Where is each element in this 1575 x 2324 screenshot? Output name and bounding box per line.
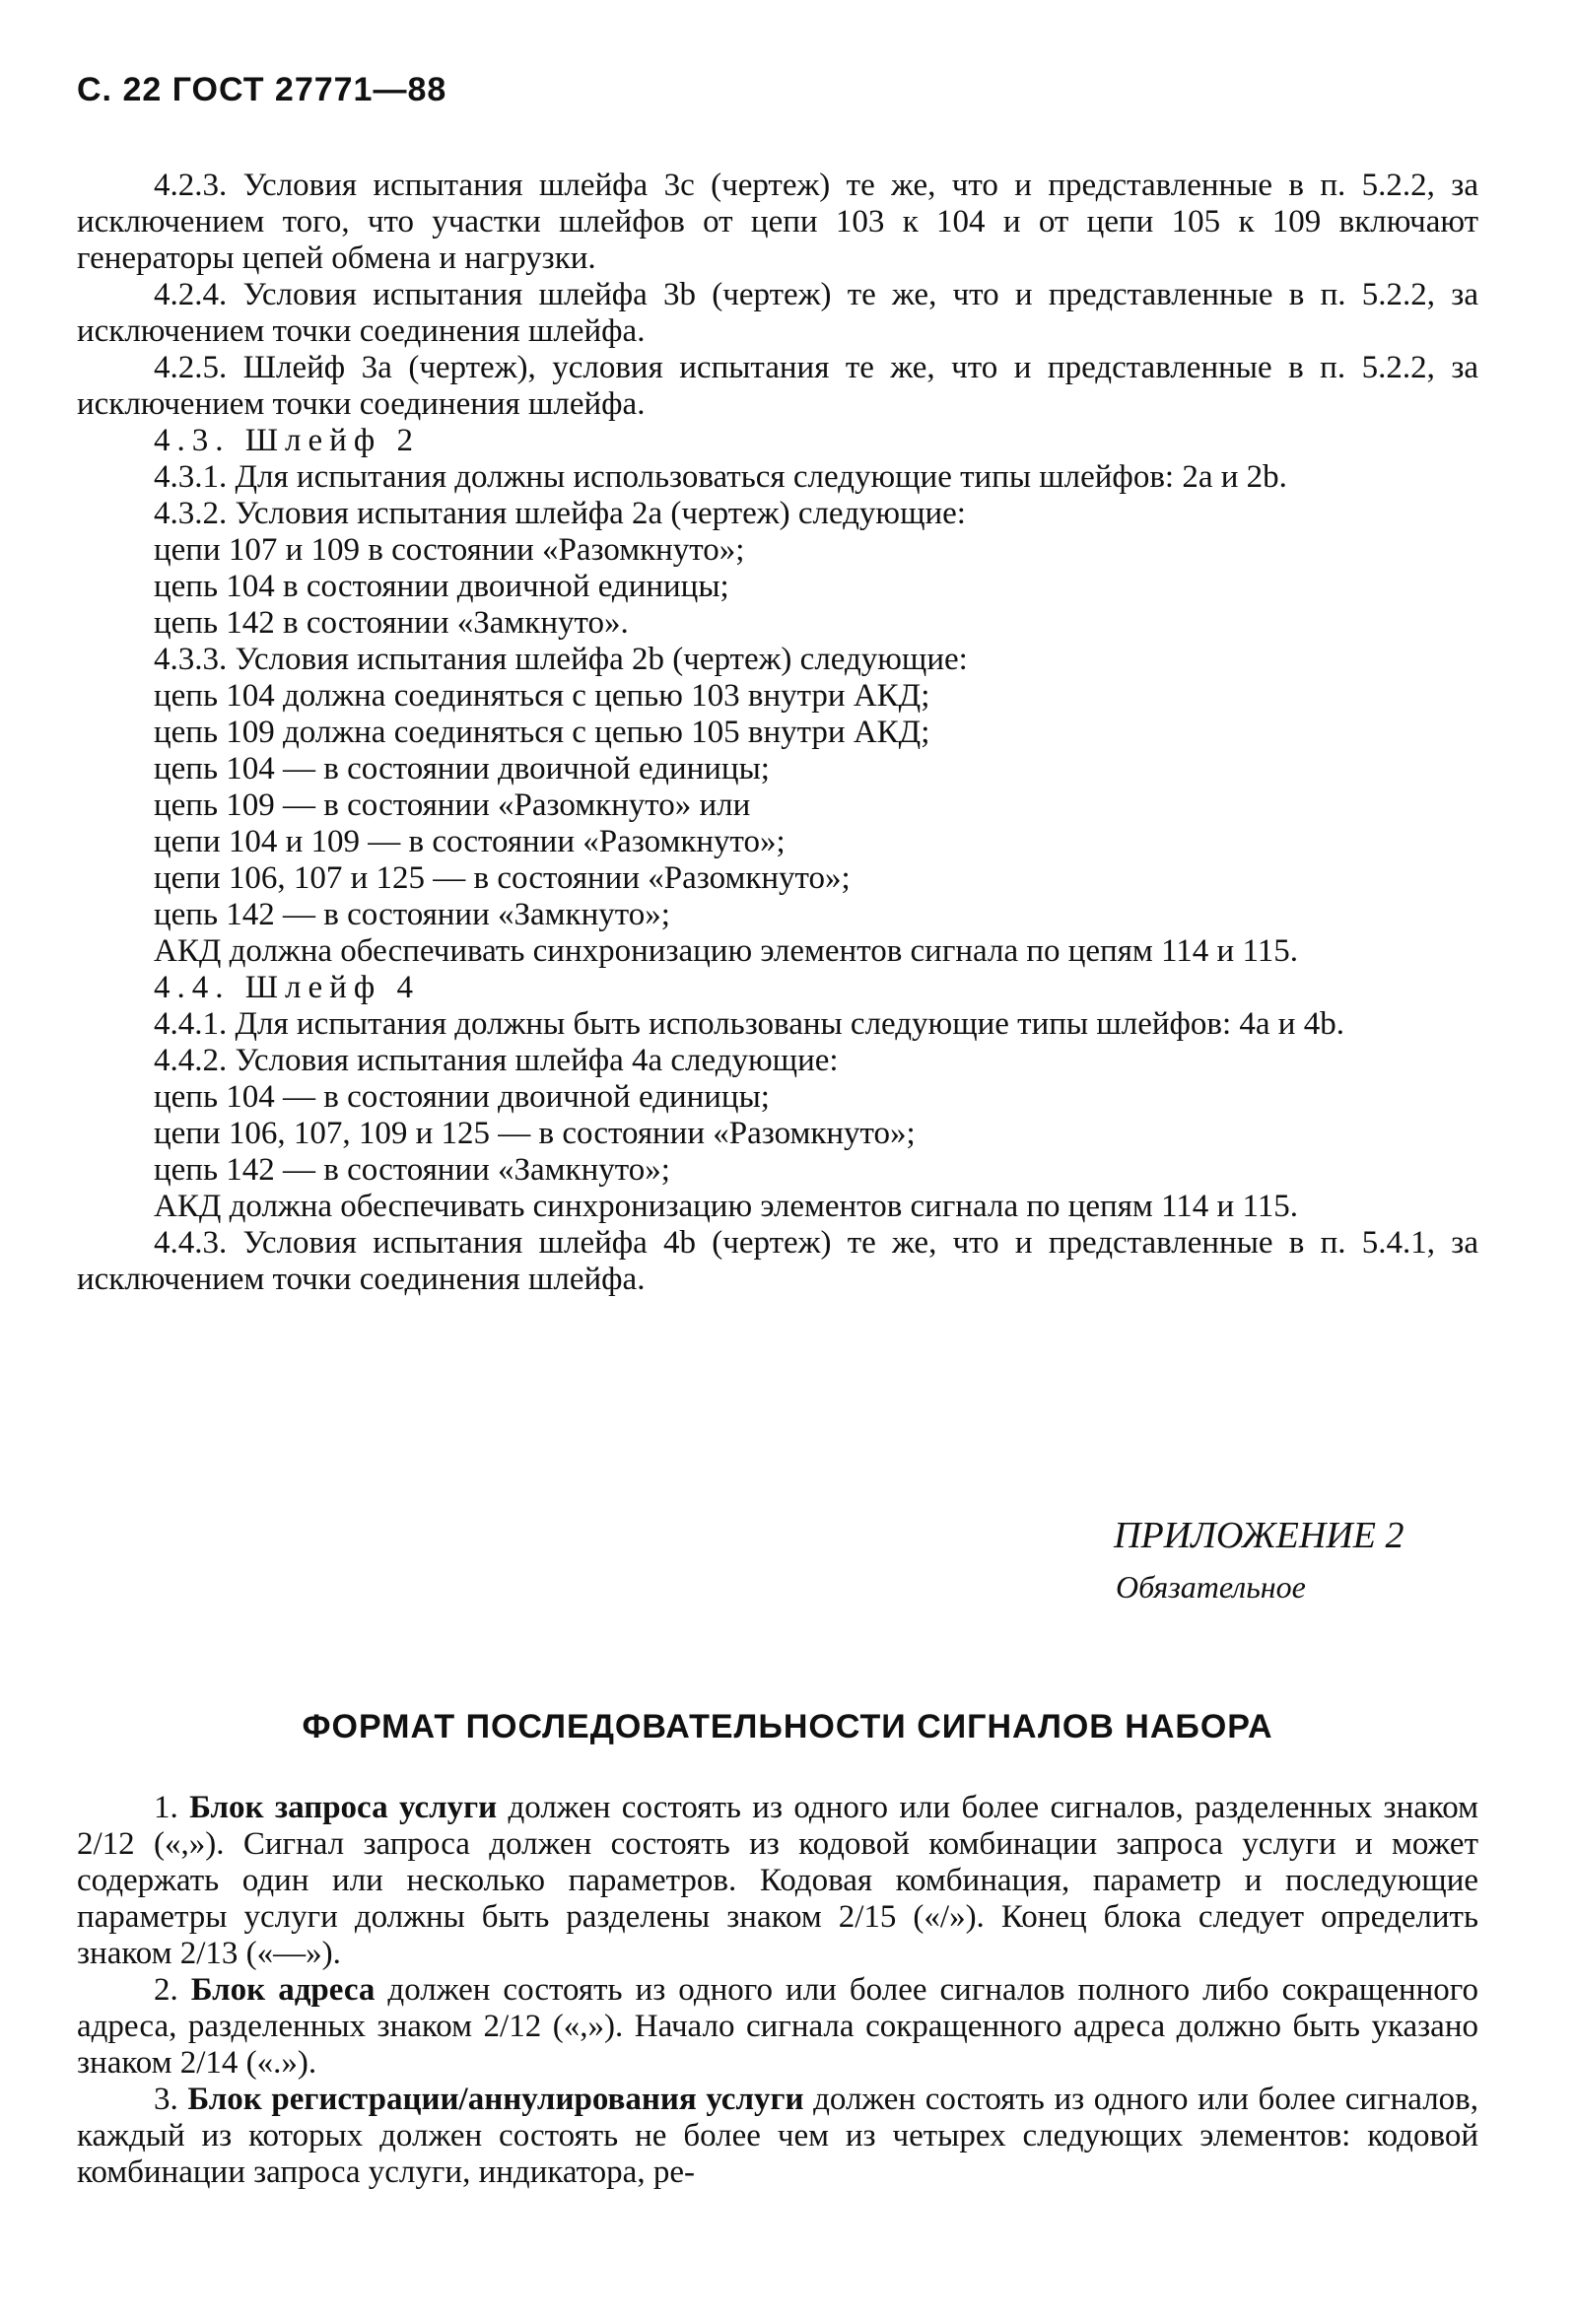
list-item: цепь 104 в состоянии двоичной единицы; — [154, 569, 729, 604]
paragraph-body: должен состоять из одного или более сигналов, каждый из которых должен состоять не более чем из четырех следующих элементов: кодовой комбинации запроса услуги, индикатора, ре- — [77, 2082, 1479, 2190]
list-item: цепь 104 — в состоянии двоичной единицы; — [154, 751, 770, 786]
appendix-label: ПРИЛОЖЕНИЕ 2 — [1114, 1515, 1404, 1556]
paragraph: 4.3.3. Условия испытания шлейфа 2b (чертеж) следующие: — [154, 642, 968, 677]
section-4-text — [77, 168, 1478, 1298]
paragraph: 4.2.3. Условия испытания шлейфа 3с (чертеж) те же, что и представленные в п. 5.2.2, за исключением того, что участки шлейфов от цепи 103 к 104 и от цепи 105 к 109 включают генераторы цепей обмена и нагрузки. — [77, 168, 1478, 276]
page-header: С. 22 ГОСТ 27771—88 — [77, 71, 447, 108]
appendix-status: Обязательное — [1116, 1569, 1306, 1605]
paragraph: 4.2.5. Шлейф 3а (чертеж), условия испытания те же, что и представленные в п. 5.2.2, за исключением точки соединения шлейфа. — [77, 350, 1478, 422]
paragraph-term: Блок адреса — [190, 1972, 376, 2008]
list-item: цепь 109 — в состоянии «Разомкнуто» или — [154, 787, 751, 823]
appendix-paragraph — [77, 1790, 1478, 1972]
list-item: цепь 142 — в состоянии «Замкнуто»; — [154, 1152, 670, 1188]
section-heading: 4.4. Шлейф 4 — [154, 970, 420, 1005]
appendix-label-block — [1114, 1510, 1404, 1612]
list-item: цепи 104 и 109 — в состоянии «Разомкнуто»; — [154, 824, 786, 859]
paragraph: 4.3.1. Для испытания должны использоваться следующие типы шлейфов: 2а и 2b. — [154, 459, 1287, 495]
paragraph: 4.4.3. Условия испытания шлейфа 4b (чертеж) те же, что и представленные в п. 5.4.1, за исключением точки соединения шлейфа. — [77, 1225, 1478, 1297]
paragraph-number: 1. — [154, 1790, 178, 1825]
list-item: цепь 142 — в состоянии «Замкнуто»; — [154, 897, 670, 932]
appendix-title: ФОРМАТ ПОСЛЕДОВАТЕЛЬНОСТИ СИГНАЛОВ НАБОРА — [302, 1708, 1273, 1745]
list-item: цепи 106, 107, 109 и 125 — в состоянии «Разомкнуто»; — [154, 1116, 916, 1151]
list-item: цепь 109 должна соединяться с цепью 105 внутри АКД; — [154, 715, 930, 750]
list-item: цепь 104 должна соединяться с цепью 103 внутри АКД; — [154, 678, 930, 714]
list-item: цепь 142 в состоянии «Замкнуто». — [154, 605, 629, 641]
paragraph: 4.4.2. Условия испытания шлейфа 4а следующие: — [154, 1043, 839, 1078]
paragraph: 4.3.2. Условия испытания шлейфа 2а (чертеж) следующие: — [154, 496, 966, 531]
paragraph-number: 2. — [154, 1972, 178, 2008]
list-item: цепи 107 и 109 в состоянии «Разомкнуто»; — [154, 532, 745, 568]
appendix-paragraph — [77, 1972, 1478, 2082]
paragraph: АКД должна обеспечивать синхронизацию элементов сигнала по цепям 114 и 115. — [154, 1189, 1298, 1224]
paragraph-term: Блок регистрации/аннулирования услуги — [187, 2082, 804, 2117]
appendix-text — [77, 1790, 1478, 2191]
paragraph-number: 3. — [154, 2082, 178, 2117]
paragraph-body: должен состоять из одного или более сигналов, разделенных знаком 2/12 («,»). Сигнал запроса должен состоять из кодовой комбинации запроса услуги и может содержать один или несколько параметров. Кодовая комбинация, параметр и последующие параметры услуги должны быть разделены знаком 2/15 («/»). Конец блока следует определить знаком 2/13 («—»). — [77, 1790, 1479, 1971]
paragraph: 4.2.4. Условия испытания шлейфа 3b (чертеж) те же, что и представленные в п. 5.2.2, за исключением точки соединения шлейфа. — [77, 277, 1478, 349]
paragraph-term: Блок запроса услуги — [189, 1790, 498, 1825]
list-item: цепи 106, 107 и 125 — в состоянии «Разомкнуто»; — [154, 860, 851, 896]
paragraph: АКД должна обеспечивать синхронизацию элементов сигнала по цепям 114 и 115. — [154, 933, 1298, 969]
appendix-paragraph — [77, 2082, 1478, 2191]
list-item: цепь 104 — в состоянии двоичной единицы; — [154, 1079, 770, 1115]
paragraph: 4.4.1. Для испытания должны быть использованы следующие типы шлейфов: 4а и 4b. — [154, 1006, 1344, 1042]
paragraph-body: должен состоять из одного или более сигналов полного либо сокращенного адреса, разделенных знаком 2/12 («,»). Начало сигнала сокращенного адреса должно быть указано знаком 2/14 («.»). — [77, 1972, 1478, 2081]
section-heading: 4.3. Шлейф 2 — [154, 423, 420, 458]
